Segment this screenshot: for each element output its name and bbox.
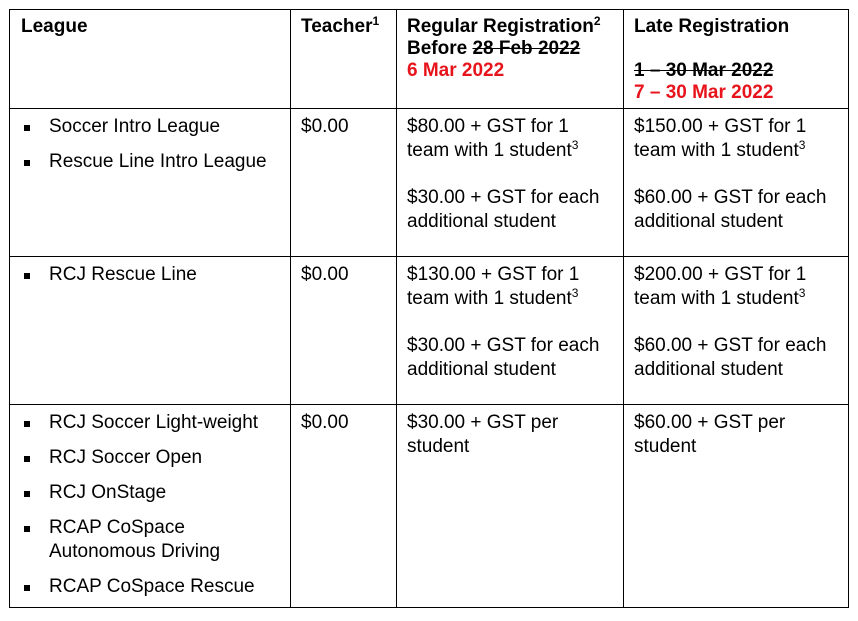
bullet-icon [24, 585, 30, 591]
regular-fee-cell [397, 257, 624, 405]
table-row [10, 109, 849, 257]
late-additional-fee: $60.00 + GST for each additional student [634, 187, 827, 232]
bullet-icon [24, 273, 30, 279]
league-cell [10, 405, 291, 608]
regular-new-date: 6 Mar 2022 [407, 60, 505, 81]
regular-additional-fee: $30.00 + GST for each additional student [407, 335, 600, 380]
late-registration-label: Late Registration [634, 16, 790, 37]
regular-registration-header [397, 10, 624, 109]
regular-fee-cell [397, 109, 624, 257]
list-item: RCAP CoSpace Rescue [10, 575, 290, 599]
bullet-icon [24, 421, 30, 427]
footnote-marker: 3 [798, 138, 806, 152]
league-cell [10, 109, 291, 257]
regular-base-fee: $130.00 + GST for 1 team with 1 student [407, 264, 580, 309]
regular-per-student-fee: $30.00 + GST per student [407, 412, 559, 457]
list-item: Soccer Intro League [10, 115, 290, 139]
regular-old-date: 28 Feb 2022 [472, 38, 581, 59]
late-old-range: 1 – 30 Mar 2022 [634, 60, 774, 81]
late-fee-cell [624, 405, 849, 608]
bullet-icon [24, 160, 30, 166]
late-registration-header [624, 10, 849, 109]
regular-additional-fee: $30.00 + GST for each additional student [407, 187, 600, 232]
regular-footnote-marker: 2 [593, 14, 601, 28]
late-new-range: 7 – 30 Mar 2022 [634, 82, 774, 103]
registration-fee-table [9, 9, 849, 608]
list-item: RCAP CoSpace Autonomous Driving [10, 516, 290, 564]
bullet-icon [24, 456, 30, 462]
teacher-header-label: Teacher [301, 16, 373, 37]
league-list [10, 109, 290, 182]
late-base-fee: $200.00 + GST for 1 team with 1 student [634, 264, 807, 309]
league-header-label: League [21, 16, 88, 37]
bullet-icon [24, 125, 30, 131]
list-item: RCJ OnStage [10, 481, 290, 505]
late-base-fee: $150.00 + GST for 1 team with 1 student [634, 116, 807, 161]
teacher-fee-cell: $0.00 [291, 257, 397, 405]
bullet-icon [24, 526, 30, 532]
league-list [10, 405, 290, 607]
regular-registration-label: Regular Registration [407, 16, 594, 37]
league-header [10, 10, 291, 109]
list-item: RCJ Rescue Line [10, 263, 290, 287]
late-fee-cell [624, 257, 849, 405]
list-item: Rescue Line Intro League [10, 150, 290, 174]
list-item: RCJ Soccer Light-weight [10, 411, 290, 435]
late-fee-cell [624, 109, 849, 257]
table-row [10, 257, 849, 405]
footnote-marker: 3 [798, 286, 806, 300]
teacher-fee-cell: $0.00 [291, 109, 397, 257]
league-list [10, 257, 290, 295]
table-row [10, 405, 849, 608]
regular-deadline-original: Before 28 Feb 2022 [407, 38, 581, 59]
header-row [10, 10, 849, 109]
league-cell [10, 257, 291, 405]
regular-fee-cell [397, 405, 624, 608]
late-per-student-fee: $60.00 + GST per student [634, 412, 786, 457]
footnote-marker: 3 [571, 138, 579, 152]
footnote-marker: 3 [571, 286, 579, 300]
late-additional-fee: $60.00 + GST for each additional student [634, 335, 827, 380]
regular-base-fee: $80.00 + GST for 1 team with 1 student [407, 116, 572, 161]
teacher-fee-cell: $0.00 [291, 405, 397, 608]
teacher-header [291, 10, 397, 109]
bullet-icon [24, 491, 30, 497]
list-item: RCJ Soccer Open [10, 446, 290, 470]
teacher-footnote-marker: 1 [372, 14, 380, 28]
